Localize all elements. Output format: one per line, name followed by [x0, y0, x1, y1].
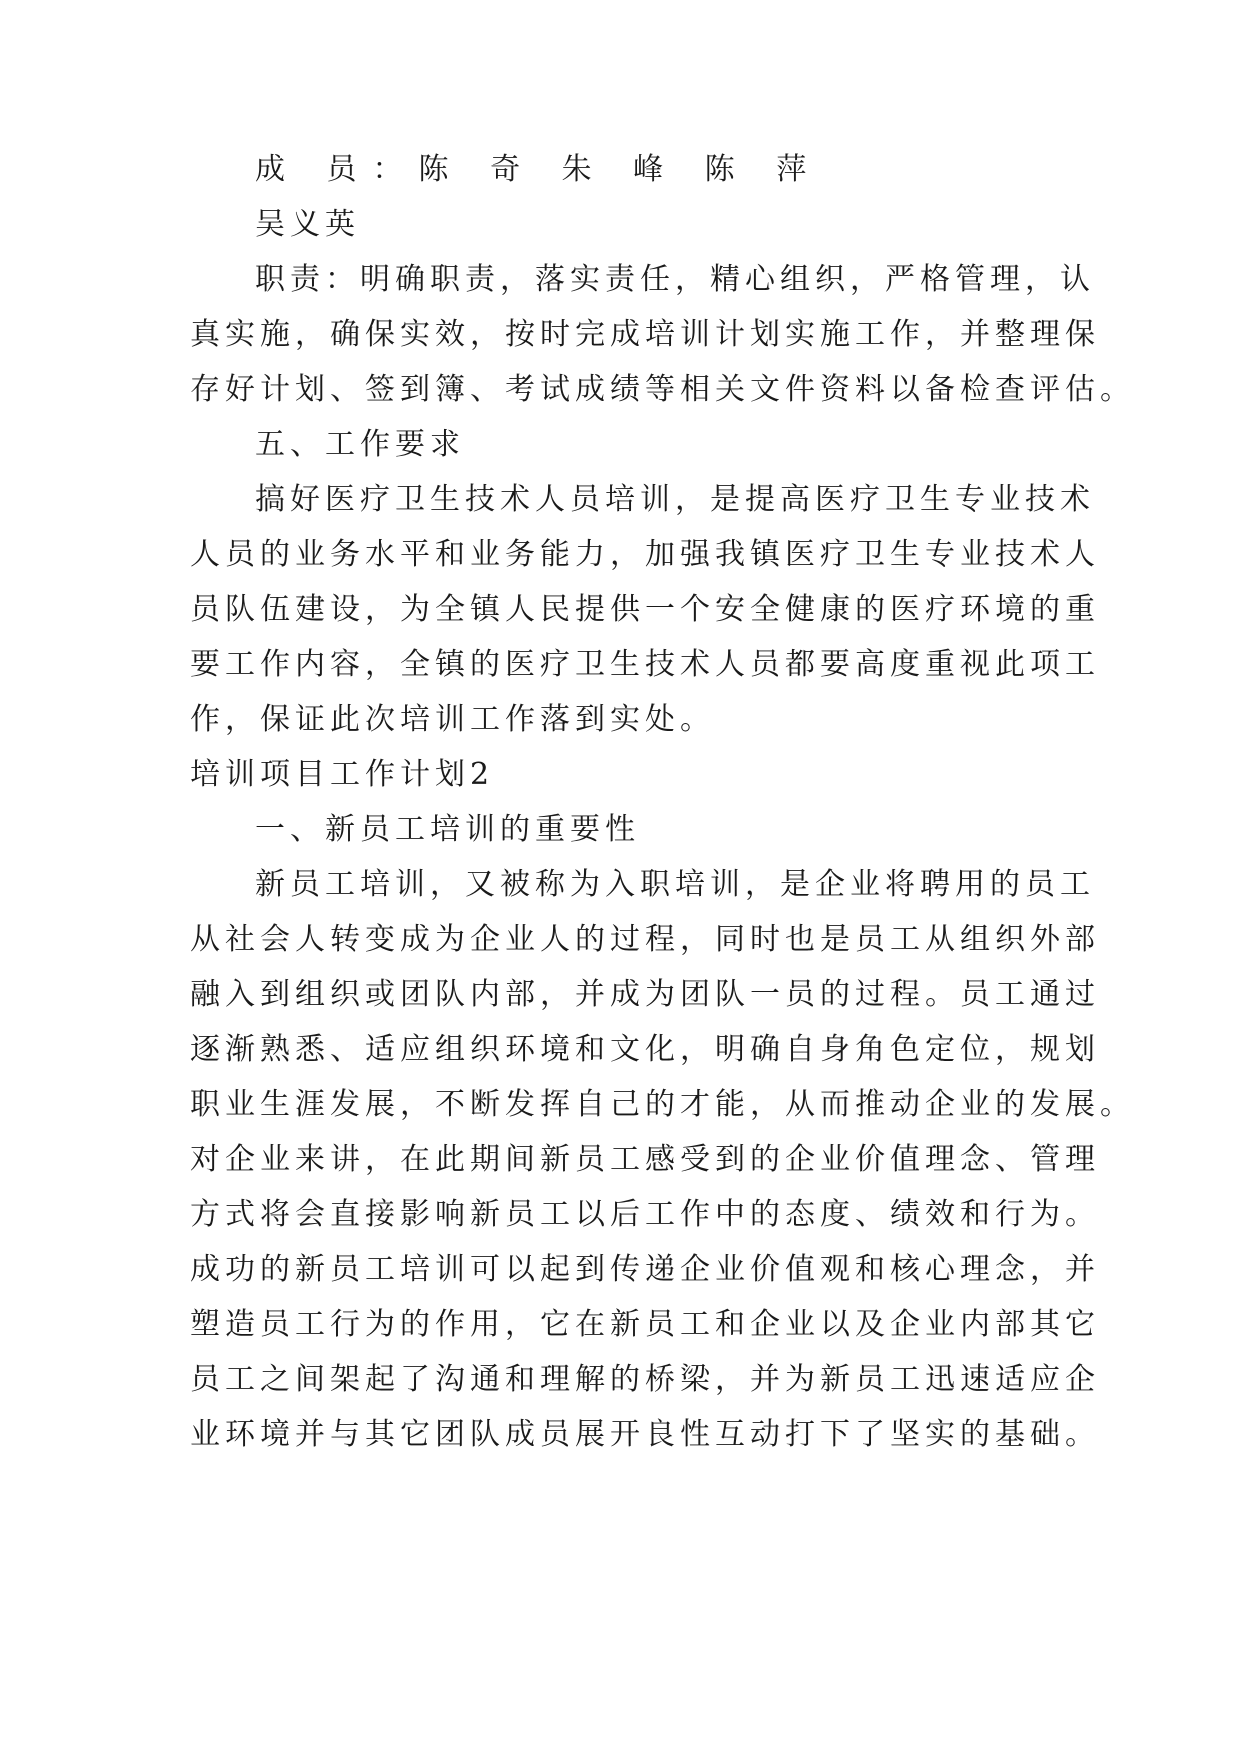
- training-paragraph-line: 职业生涯发展，不断发挥自己的才能，从而推动企业的发展。: [190, 1087, 1135, 1122]
- training-paragraph-line: 逐渐熟悉、适应组织环境和文化，明确自身角色定位，规划: [190, 1032, 1100, 1067]
- requirement-paragraph-line: 搞好医疗卫生技术人员培训，是提高医疗卫生专业技术: [255, 482, 1095, 517]
- training-paragraph-line: 业环境并与其它团队成员展开良性互动打下了坚实的基础。: [190, 1417, 1100, 1452]
- training-paragraph-line: 成功的新员工培训可以起到传递企业价值观和核心理念，并: [190, 1252, 1100, 1287]
- training-paragraph-line: 从社会人转变成为企业人的过程，同时也是员工从组织外部: [190, 922, 1100, 957]
- duty-paragraph-line: 职责：明确职责，落实责任，精心组织，严格管理，认: [255, 262, 1095, 297]
- document-title: 培训项目工作计划2: [190, 757, 495, 792]
- duty-paragraph-line: 真实施，确保实效，按时完成培训计划实施工作，并整理保: [190, 317, 1100, 352]
- training-paragraph-line: 对企业来讲，在此期间新员工感受到的企业价值理念、管理: [190, 1142, 1100, 1177]
- training-paragraph-line: 融入到组织或团队内部，并成为团队一员的过程。员工通过: [190, 977, 1100, 1012]
- requirement-paragraph-line: 员队伍建设，为全镇人民提供一个安全健康的医疗环境的重: [190, 592, 1100, 627]
- member-name-line: 吴义英: [255, 207, 360, 242]
- section-heading: 一、新员工培训的重要性: [255, 812, 640, 847]
- members-line: 成 员：陈 奇 朱 峰 陈 萍: [255, 152, 823, 187]
- requirement-paragraph-line: 人员的业务水平和业务能力，加强我镇医疗卫生专业技术人: [190, 537, 1100, 572]
- requirement-paragraph-line: 要工作内容，全镇的医疗卫生技术人员都要高度重视此项工: [190, 647, 1100, 682]
- section-heading: 五、工作要求: [255, 427, 465, 462]
- training-paragraph-line: 新员工培训，又被称为入职培训，是企业将聘用的员工: [255, 867, 1095, 902]
- training-paragraph-line: 员工之间架起了沟通和理解的桥梁，并为新员工迅速适应企: [190, 1362, 1100, 1397]
- training-paragraph-line: 塑造员工行为的作用，它在新员工和企业以及企业内部其它: [190, 1307, 1100, 1342]
- duty-paragraph-line: 存好计划、签到簿、考试成绩等相关文件资料以备检查评估。: [190, 372, 1135, 407]
- requirement-paragraph-line: 作，保证此次培训工作落到实处。: [190, 702, 715, 737]
- training-paragraph-line: 方式将会直接影响新员工以后工作中的态度、绩效和行为。: [190, 1197, 1100, 1232]
